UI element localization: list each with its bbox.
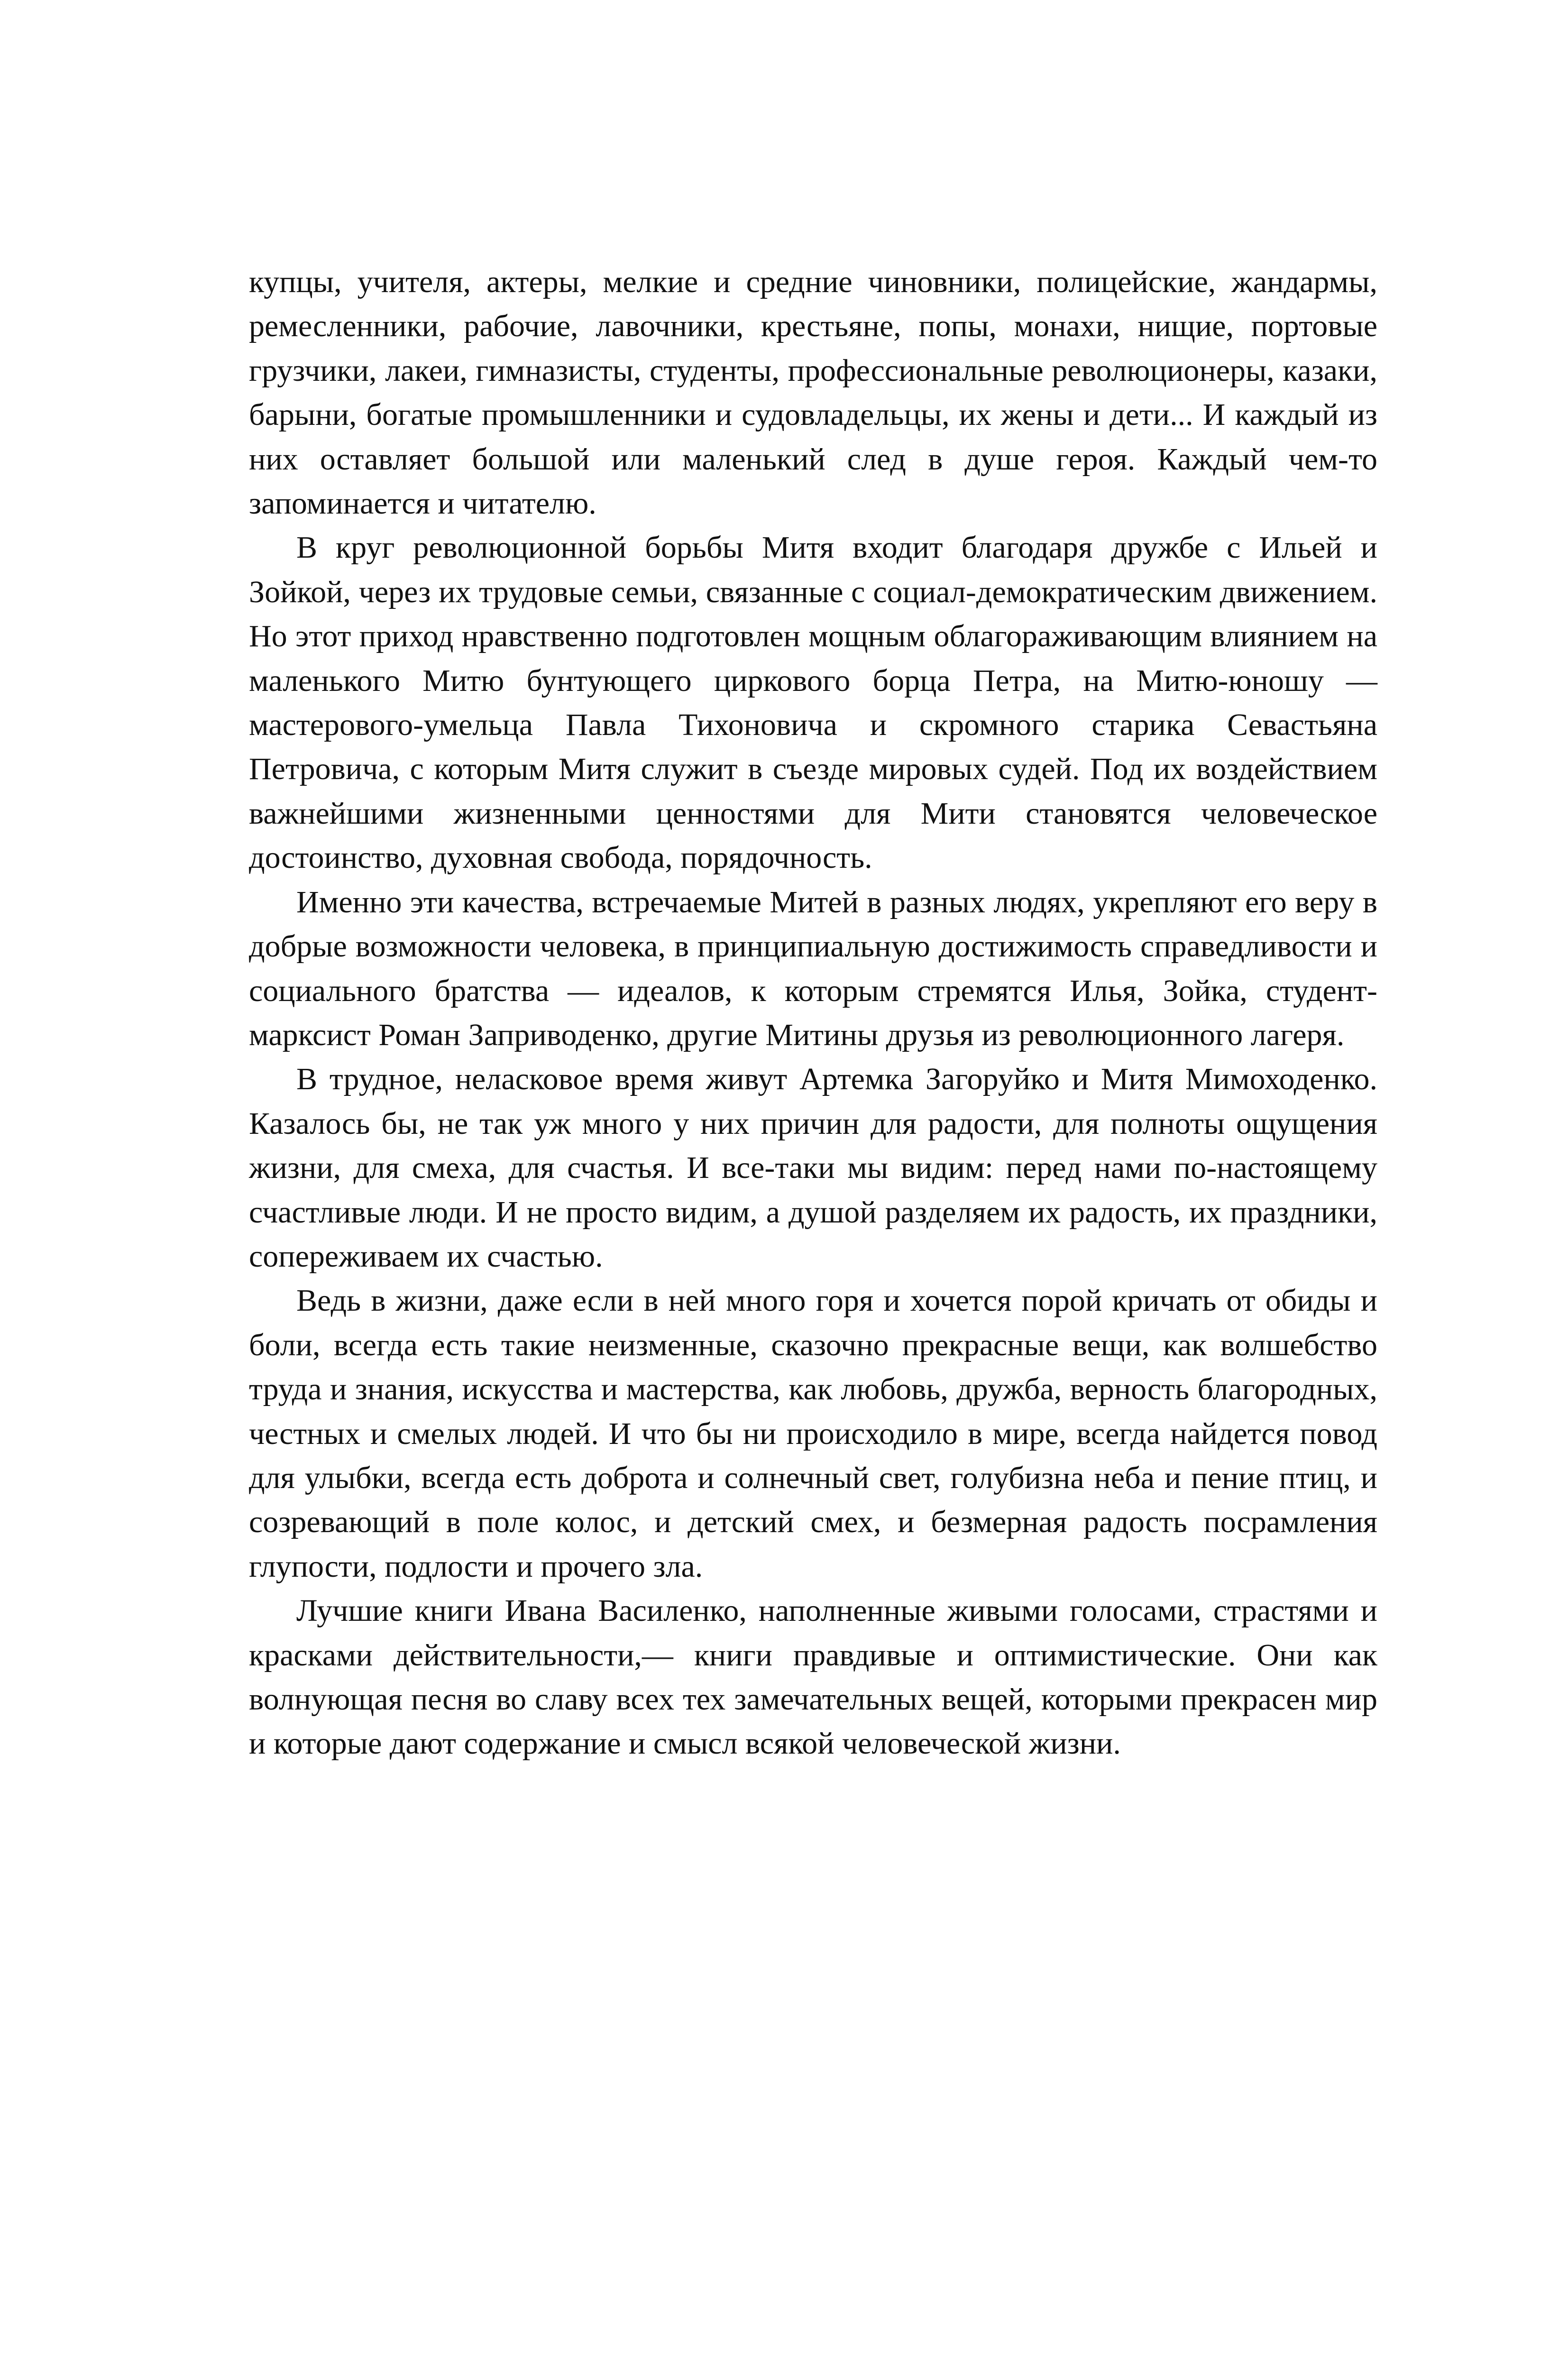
body-text xyxy=(249,260,1377,1766)
paragraph-3: Именно эти качества, встречаемые Митей в разных людях, укрепляют его веру в добрые возможности человека, в принципиальную достижимость справедливости и социального братства — идеалов, к которым стремятся Илья, Зойка, студент-марксист Роман Заприводенко, другие Митины друзья из революционного лагеря. xyxy=(249,884,1377,1052)
paragraph-1: купцы, учителя, актеры, мелкие и средние чиновники, полицейские, жандармы, ремесленники, рабочие, лавочники, крестьяне, попы, монахи, нищие, портовые грузчики, лакеи, гимназисты, студенты, профессиональные революционеры, казаки, барыни, богатые промышленники и судовладельцы, их жены и дети... И каждый из них оставляет большой или маленький след в душе героя. Каждый чем-то запоминается и читателю. xyxy=(249,265,1377,521)
paragraph-6: Лучшие книги Ивана Василенко, наполненные живыми голосами, страстями и красками действительности,— книги правдивые и оптимистические. Они как волнующая песня во славу всех тех замечательных вещей, которыми прекрасен мир и которые дают содержание и смысл всякой человеческой жизни. xyxy=(249,1593,1377,1761)
paragraph-5: Ведь в жизни, даже если в ней много горя и хочется порой кричать от обиды и боли, всегда есть такие неизменные, сказочно прекрасные вещи, как волшебство труда и знания, искусства и мастерства, как любовь, дружба, верность благородных, честных и смелых людей. И что бы ни происходило в мире, всегда найдется повод для улыбки, всегда есть доброта и солнечный свет, голубизна неба и пение птиц, и созревающий в поле колос, и детский смех, и безмерная радость посрамления глупости, подлости и прочего зла. xyxy=(249,1283,1377,1584)
paragraph-4: В трудное, неласковое время живут Артемка Загоруйко и Митя Мимоходенко. Казалось бы, не так уж много у них причин для радости, для полноты ощущения жизни, для смеха, для счастья. И все-таки мы видим: перед нами по-настоящему счастливые люди. И не просто видим, а душой разделяем их радость, их праздники, сопереживаем их счастью. xyxy=(249,1062,1377,1274)
paragraph-2: В круг революционной борьбы Митя входит благодаря дружбе с Ильей и Зойкой, через их трудовые семьи, связанные с социал-демократическим движением. Но этот приход нравственно подготовлен мощным облагораживающим влиянием на маленького Митю бунтующего циркового борца Петра, на Митю-юношу — мастерового-умельца Павла Тихоновича и скромного старика Севастьяна Петровича, с которым Митя служит в съезде мировых судей. Под их воздействием важнейшими жизненными ценностями для Мити становятся человеческое достоинство, духовная свобода, порядочность. xyxy=(249,530,1377,875)
